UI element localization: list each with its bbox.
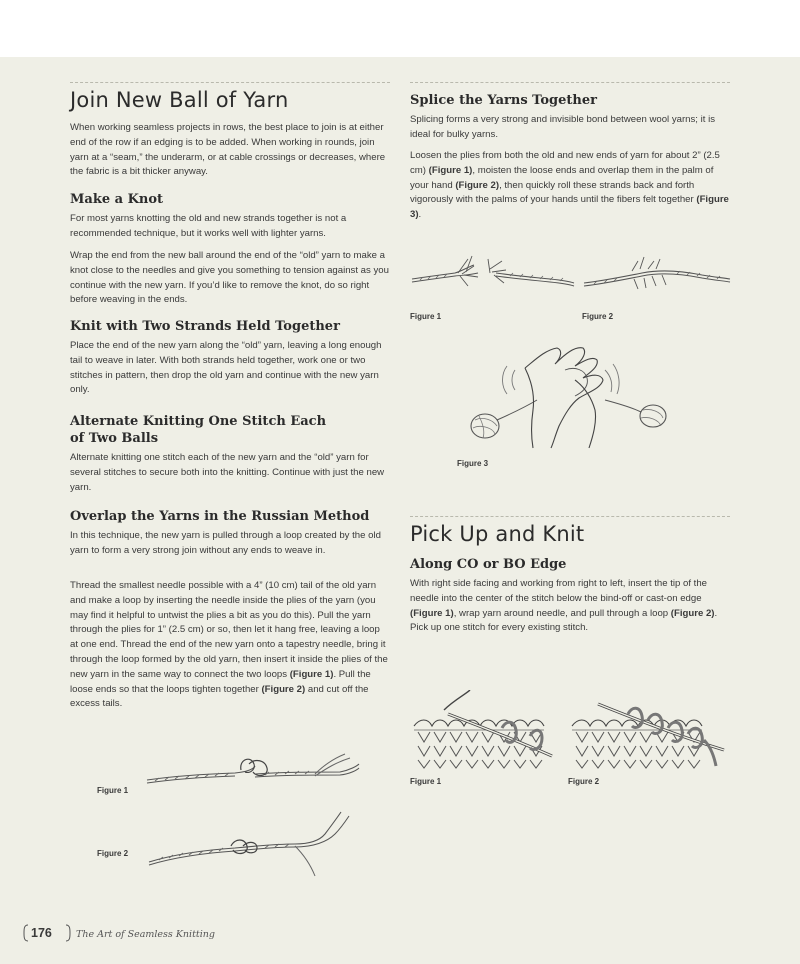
section-divider-right [410, 82, 730, 83]
russian-figure-2-illustration [145, 810, 360, 880]
heading-splice: Splice the Yarns Together [410, 93, 597, 108]
russian-paragraph-1: In this technique, the new yarn is pulled through a loop created by the old yarn to form a very strong join without any ends to weave in. [70, 530, 381, 556]
heading-two-strands: Knit with Two Strands Held Together [70, 319, 340, 334]
russian-figure-2-caption: Figure 2 [97, 849, 129, 858]
splice-figure-2-illustration [582, 245, 732, 295]
section-title-pick-up: Pick Up and Knit [410, 522, 585, 546]
splice-figure-2-caption: Figure 2 [582, 312, 614, 321]
section-title-join-yarn: Join New Ball of Yarn [70, 88, 289, 112]
russian-paragraph-2: Thread the smallest needle possible with a 4” (10 cm) tail of the old yarn and make a loop by inserting the needle inside the plies of the yarn (you may find it helpful to untwist the plies a bit as you do this). Pull the yarn through the plies for 1” (2.5 cm) or so, then let it hang free, leaving a loop at one end. Thread the end of the new yarn onto a tapestry needle, bring it through the loop formed by the old yarn, then insert it inside the plies of the new yarn in the same way to connect the two loops (Figure 1). Pull the loose ends so that the loops tighten together (Figure 2) and cut off the excess tails. [70, 580, 388, 710]
pickup-figure-1-caption: Figure 1 [410, 777, 442, 786]
pickup-paragraph: With right side facing and working from right to left, insert the tip of the needle into the center of the stitch below the bind-off or cast-on edge (Figure 1), wrap yarn around needle, and pull through a loop (Figure 2). Pick up one stitch for every existing stitch. [410, 578, 718, 634]
alternate-paragraph: Alternate knitting one stitch each of the new yarn and the “old” yarn for several stitches to secure both into the knitting. Continue with just the new yarn. [70, 452, 385, 493]
splice-paragraph-2: Loosen the plies from both the old and new ends of yarn for about 2” (2.5 cm) (Figure 1), moisten the loose ends and overlap them in the palm of your hand (Figure 2), then quickly roll these strands back and forth vigorously with the palms of your hands until the fibers felt together (Figure 3). [410, 150, 729, 221]
heading-alternate-line-2: of Two Balls [70, 431, 159, 446]
splice-figure-3-illustration [465, 340, 675, 450]
heading-make-knot: Make a Knot [70, 192, 163, 207]
heading-co-bo-edge: Along CO or BO Edge [410, 557, 567, 572]
splice-figure-3-caption: Figure 3 [457, 459, 489, 468]
page-number: 176 [31, 926, 52, 940]
heading-russian-method: Overlap the Yarns in the Russian Method [70, 509, 370, 524]
book-title: The Art of Seamless Knitting [76, 929, 215, 940]
splice-paragraph-1: Splicing forms a very strong and invisible bond between wool yarns; it is ideal for bulky yarns. [410, 114, 716, 140]
russian-figure-1-illustration [145, 750, 360, 805]
two-strands-paragraph: Place the end of the new yarn along the “old” yarn, leaving a long enough tail to weave in later. With both strands held together, work one or two stitches in pattern, then drop the old yarn and continue with the new yarn only. [70, 340, 382, 396]
intro-paragraph: When working seamless projects in rows, the best place to join is at either end of the row if an edging is to be added. When working in rounds, join yarn at a “seam,” the underarm, or at cable crossings or decreases, where the fabric is a bit thicker anyway. [70, 122, 386, 178]
pickup-figure-2-caption: Figure 2 [568, 777, 600, 786]
heading-alternate-line-1: Alternate Knitting One Stitch Each [70, 414, 327, 429]
make-knot-paragraph-1: For most yarns knotting the old and new strands together is not a recommended technique, but it works well with lighter yarns. [70, 213, 347, 239]
make-knot-paragraph-2: Wrap the end from the new ball around the end of the “old” yarn to make a knot close to the needles and give you something to tension against as you continue with the new yarn. If you’d like to remove the knot, do so right before weaving in the ends. [70, 250, 389, 306]
splice-figure-1-caption: Figure 1 [410, 312, 442, 321]
splice-figure-1-illustration [410, 245, 575, 295]
pickup-figure-2-illustration [568, 690, 730, 772]
russian-figure-1-caption: Figure 1 [97, 786, 129, 795]
section-divider-pickup [410, 516, 730, 517]
section-divider [70, 82, 390, 83]
pickup-figure-1-illustration [410, 690, 560, 772]
